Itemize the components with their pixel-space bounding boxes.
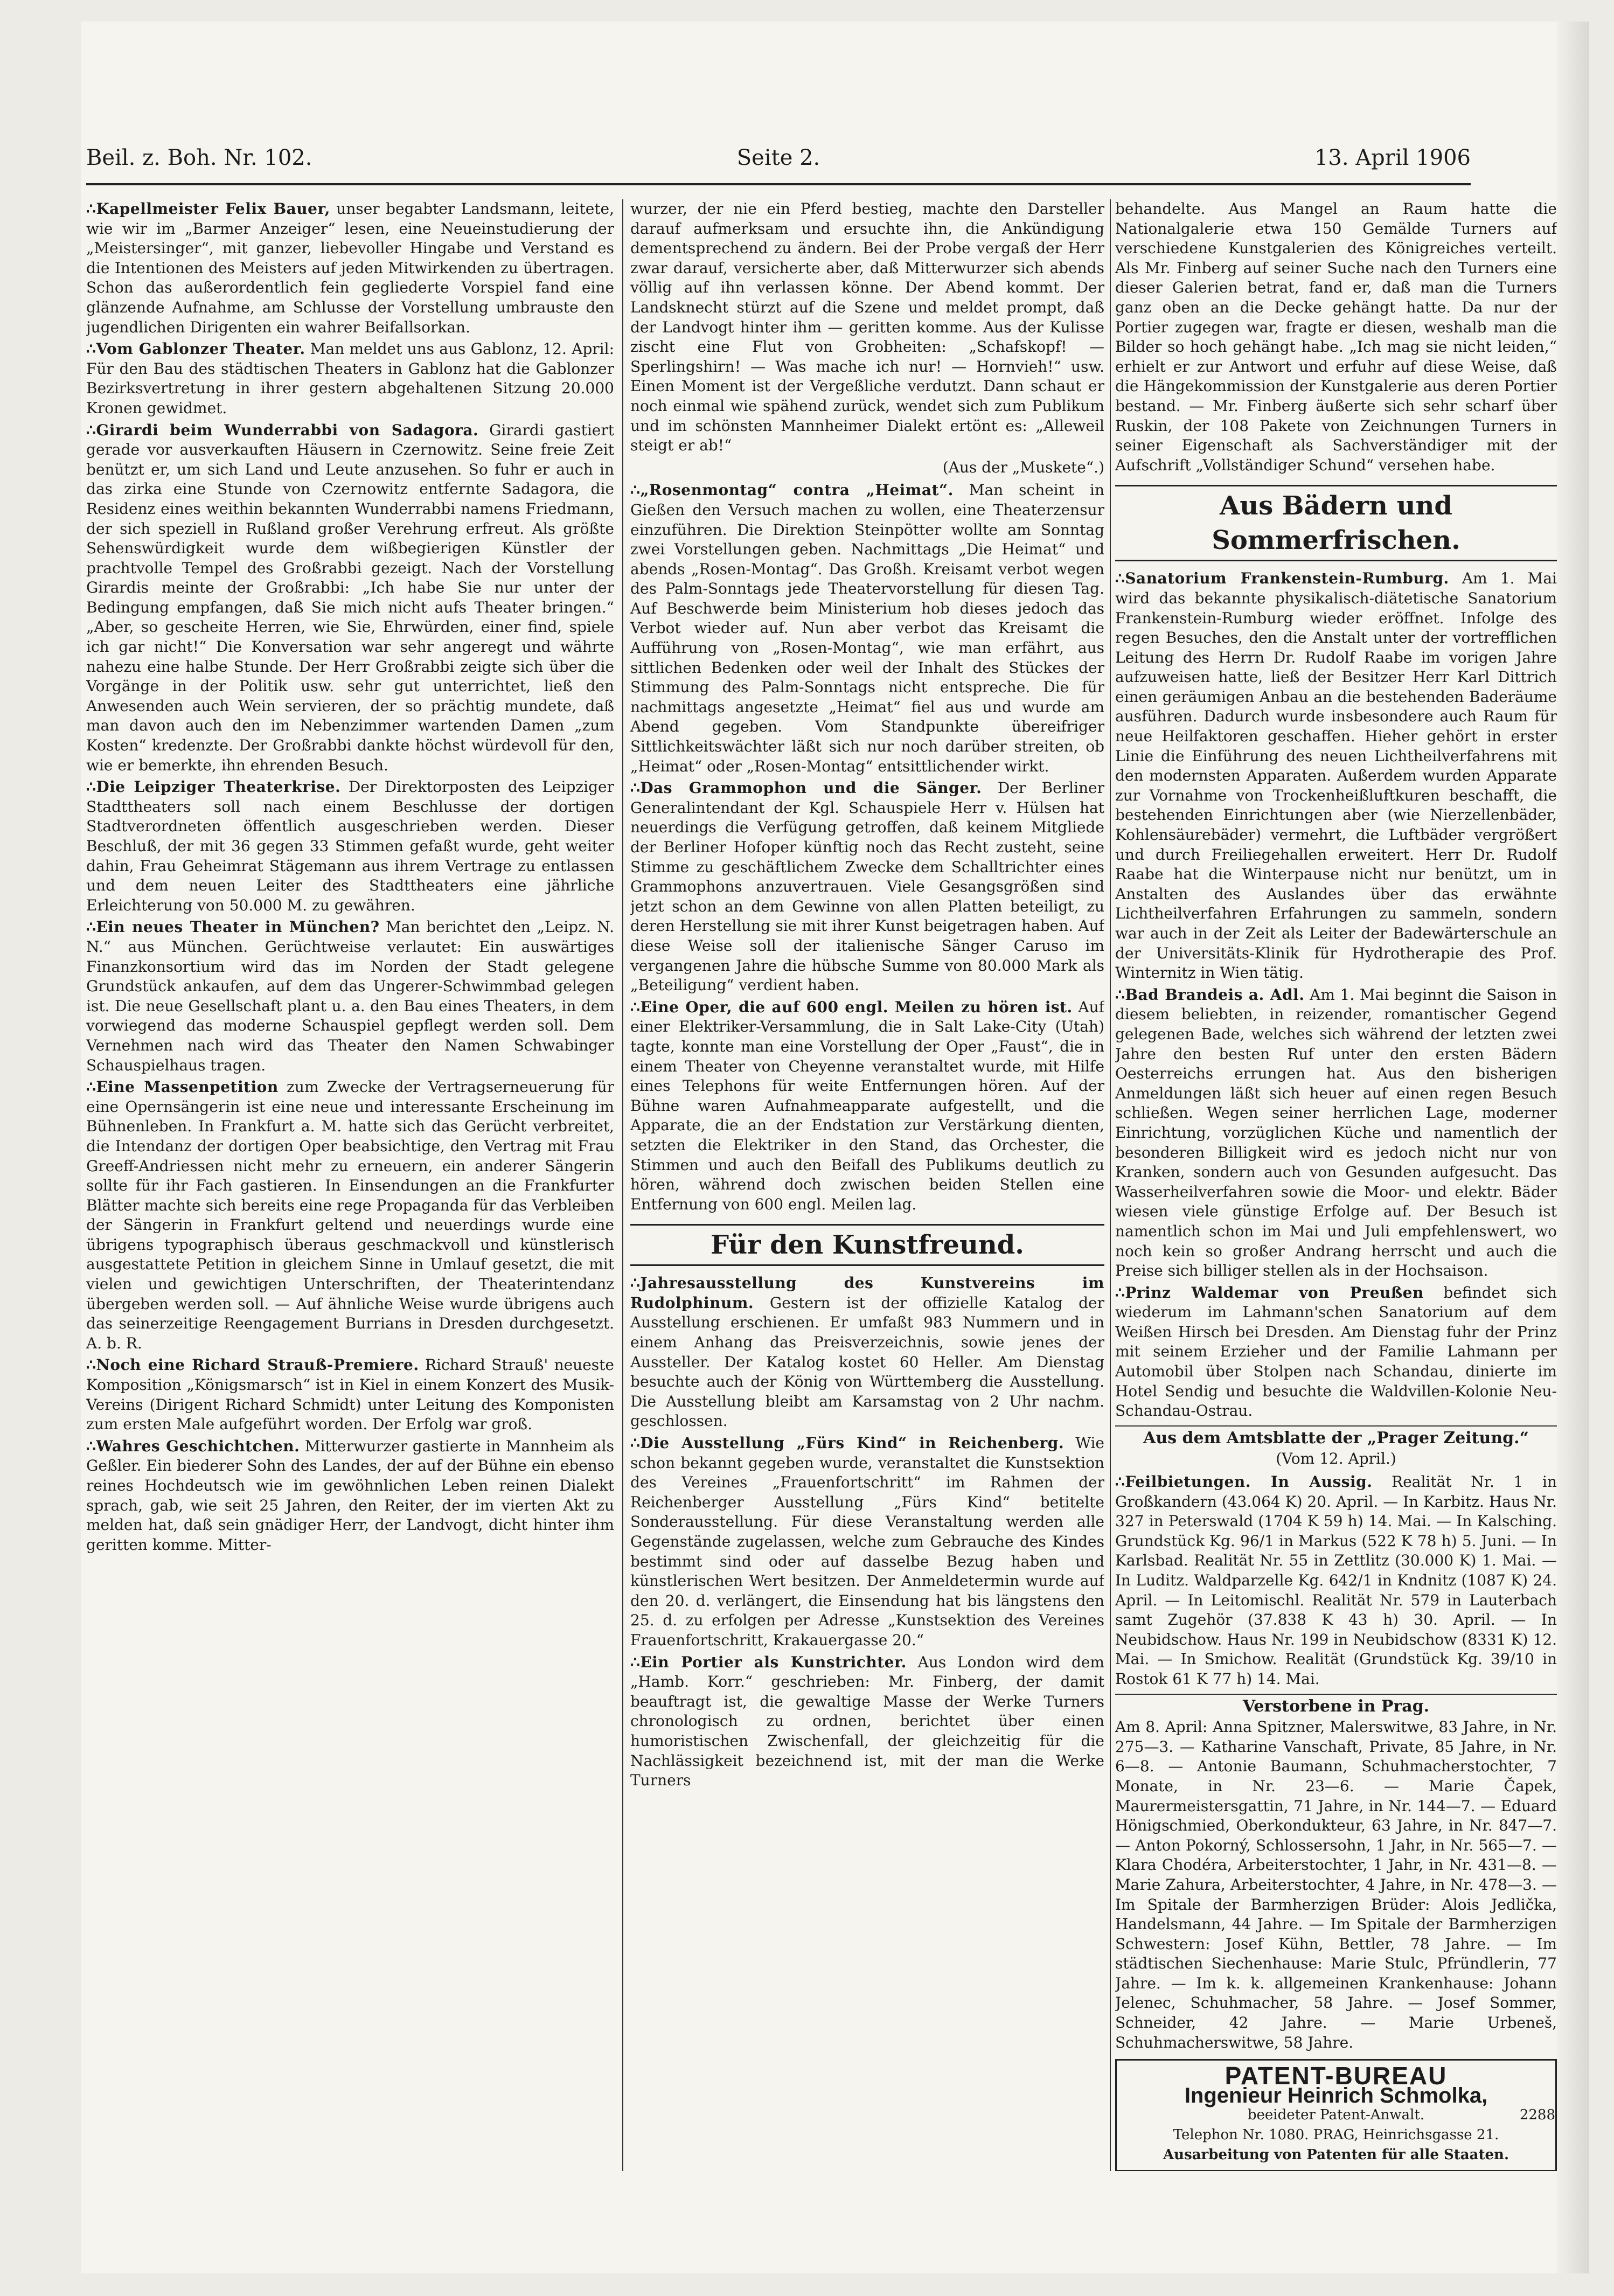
article-headline: ∴ Feilbietungen. In Aussig. <box>1115 1473 1372 1491</box>
article-text: behandelte. Aus Mangel an Raum hatte die Nationalgalerie etwa 150 Gemälde Turners auf verschiedene Kunstgalerien des Königreiches verteilt. Als Mr. Finberg auf seiner Suche nach den Turners eine dieser Galerien betrat, fand er, daß man die Turners ganz oben an die Decke gehängt hatte. Da nur der Portier zugegen war, fragte er diesen, weshalb man die Bilder so hoch gehängt habe. „Ich mag sie nicht leiden,“ erhielt er zur Antwort und erfuhr auf diese Weise, daß die Hängekommission der Kunstgalerie aus deren Portier bestand. — Mr. Finberg äußerte sich sehr scharf über Ruskin, der 108 Pakete von Zeichnungen Turners in seiner Eigenschaft als Sachverständiger mit der Aufschrift „Vollständiger Schund“ versehen habe. <box>1115 200 1557 474</box>
section-heading: Aus Bädern und Sommerfrischen. <box>1115 485 1557 561</box>
article <box>86 917 614 1075</box>
article-text: Gestern ist der offizielle Katalog der Ausstellung erschienen. Er umfaßt 983 Nummern und in einem Anhang das Preisverzeichnis, sowie jenes der Aussteller. Der Katalog kostet 60 Heller. Am Dienstag besuchte auch der König von Württemberg die Ausstellung. Die Ausstellung bleibt am Karsamstag von 2 Uhr nachm. geschlossen. <box>630 1293 1104 1430</box>
article <box>86 1077 614 1353</box>
header-rule <box>86 183 1471 185</box>
article-text: Girardi gastiert gerade vor ausverkauften Häusern in Czernowitz. Seine freie Zeit benützt er, um sich Land und Leute anzusehen. So fuhr er auch in das zirka eine Stunde von Czernowitz entfernte Sadagora, die Residenz eines weithin bekannten Wunderrabbi namens Friedmann, der sich speziell in Rußland großer Verehrung erfreut. Als größte Sehenswürdigkeit wurde dem wißbegierigen Künstler der prachtvolle Tempel des Großrabbi gezeigt. Nach der Vorstellung Girardis meinte der Großrabbi: „Ich habe Sie nur unter der Bedingung empfangen, daß Sie mich nicht aufs Theater bringen.“ „Aber, so gescheite Herren, wie Sie, Ehrwürden, einer find, spiele ich gar nicht!“ Die Konversation war sehr angeregt und währte nahezu eine halbe Stunde. Der Herr Großrabbi zeigte sich über die Vorgänge in der Politik usw. sehr gut unterrichtet, ließ den Anwesenden auch Wein servieren, der so prächtig mundete, daß man davon auch den im Nebenzimmer wartenden Damen „zum Kosten“ kredenzte. Der Großrabbi dankte höchst würdevoll für den, wie er bemerkte, ihn ehrenden Besuch. <box>86 421 614 774</box>
article-headline: ∴ Ein Portier als Kunstrichter. <box>630 1653 907 1671</box>
article-text: befindet sich wiederum im Lahmann'schen Sanatorium auf dem Weißen Hirsch bei Dresden. Am Dienstag fuhr der Prinz mit seinem Erzieher und der Familie Lahmann per Automobil über Stolpen nach Schandau, dinierte im Hotel Sendig und besuchte die Waldvillen-Kolonie Neu-Schandau-Ostrau. <box>1115 1283 1557 1420</box>
article-text: Man scheint in Gießen den Versuch machen zu wollen, eine Theaterzensur einzuführen. Die Direktion Steinpötter wollte am Sonntag zwei Vorstellungen geben. Nachmittags „Die Heimat“ und abends „Rosen-Montag“. Das Großh. Kreisamt verbot wegen des Palm-Sonntags jede Theatervorstellung für diesen Tag. Auf Beschwerde beim Ministerium hob dieses jedoch das Verbot wieder auf. Nun aber verbot das Kreisamt die Aufführung von „Rosen-Montag“, wie man erfährt, aus sittlichen Bedenken oder weil der Inhalt des Stückes der Stimmung des Palm-Sonntags nicht entspreche. Die für nachmittags angesetzte „Heimat“ fiel aus und wurde am Abend gegeben. Vom Standpunkte übereifriger Sittlichkeitswächter läßt sich nur noch darüber streiten, ob „Heimat“ oder „Rosen-Montag“ entsittlichender wirkt. <box>630 481 1104 775</box>
article-headline: ∴ Girardi beim Wunderrabbi von Sadagora. <box>86 421 478 439</box>
article <box>630 1653 1104 1791</box>
article <box>630 1274 1104 1431</box>
ad-number: 2288 <box>1519 2107 1555 2124</box>
column-1 <box>86 199 614 2171</box>
patent-bureau-advertisement <box>1115 2059 1557 2171</box>
article <box>630 199 1104 456</box>
article-text: wurzer, der nie ein Pferd bestieg, machte den Darsteller darauf aufmerksam und ersuchte ihn, die Ankündigung dementsprechend zu ändern. Bei der Probe vergaß der Herr zwar darauf, versicherte aber, daß Mitterwurzer sich abends völlig auf ihn verlassen könne. Der Abend kommt. Der Landsknecht stürzt auf die Szene und meldet prompt, daß der Landvogt hinter ihm — geritten komme. Aus der Kulisse zischt eine Flut von Grobheiten: „Schafskopf! — Sperlingshirn! — Was mache ich nur! — Hornvieh!“ usw. Einen Moment ist der Vergeßliche verdutzt. Dann schaut er noch einmal wie spähend zurück, wendet sich zum Publikum und im schönsten Mannheimer Dialekt ertönt es: „Alleweil steigt er ab!“ <box>630 200 1104 455</box>
article-text: Wie schon bekannt gegeben wurde, veranstaltet die Kunstsektion des Vereines „Frauenfortschritt“ im Rahmen der Reichenberger Ausstellung „Fürs Kind“ betitelte Sonderausstellung. Für diese Veranstaltung werden alle Gegenstände zugelassen, welche zum Gebrauche des Kindes bestimmt sind oder auf dasselbe Bezug haben und künstlerischen Wert besitzen. Der Anmeldetermin wurde auf den 20. d. verlängert, die Einsendung hat bis längstens den 25. d. zu erfolgen per Adresse „Kunstsektion des Vereines Frauenfortschritt, Krakauergasse 20.“ <box>630 1434 1104 1649</box>
article-headline: ∴ Kapellmeister Felix Bauer, <box>86 200 330 218</box>
article-headline: ∴ Bad Brandeis a. Adl. <box>1115 986 1304 1004</box>
article-headline: ∴ Eine Oper, die auf 600 engl. Meilen zu hören ist. <box>630 998 1073 1016</box>
section-heading: Für den Kunstfreund. <box>630 1224 1104 1266</box>
header-page-number: Seite 2. <box>736 145 820 170</box>
column-2 <box>630 199 1104 2171</box>
article <box>630 1434 1104 1651</box>
article-headline: ∴ Eine Massenpetition <box>86 1078 279 1096</box>
article-text: Realität Nr. 1 in Großkandern (43.064 K) 20. April. — In Karbitz. Haus Nr. 327 in Peterswald (1704 K 59 h) 14. Mai. — In Kalsching. Grundstück Kg. 96/1 in Markus (522 K 78 h) 5. Juni. — In Karlsbad. Realität Nr. 55 in Zettlitz (30.000 K) 1. Mai. — In Luditz. Waldparzelle Kg. 642/1 in Kndnitz (1087 K) 24. April. — In Leitomischl. Realität Nr. 579 in Lauterbach samt Zugehör (37.838 K 43 h) 30. April. — In Neubidschow. Haus Nr. 199 in Neubidschow (8331 K) 12. Mai. — In Smichow. Realität (Grundstück Kg. 39/10 in Rostok 61 K 77 h) 14. Mai. <box>1115 1473 1557 1688</box>
header-issue: Beil. z. Boh. Nr. 102. <box>86 145 312 170</box>
article-text: Richard Strauß' neueste Komposition „Königsmarsch“ ist in Kiel in einem Konzert des Musik-Vereins (Dirigent Richard Schmidt) unter Leitung des Komponisten zum ersten Male aufgeführt worden. Der Erfolg war groß. <box>86 1356 614 1434</box>
article-headline: ∴ Jahresausstellung des Kunstvereins im Rudolphinum. <box>630 1274 1104 1312</box>
article-text: Der Berliner Generalintendant der Kgl. Schauspiele Herr v. Hülsen hat neuerdings die Verfügung getroffen, daß keinem Mitgliede der Berliner Hofoper künftig noch das Recht zusteht, seine Stimme zu geschäftlichem Zwecke dem Schalltrichter eines Grammophons anzuvertrauen. Viele Gesangsgrößen sind jetzt schon an dem Gewinne von allen Platten beteiligt, zu deren Herstellung sie mit ihrer Kunst beigetragen haben. Auf diese Weise soll der italienische Sänger Caruso im vergangenen Jahre die hübsche Summe von 80.000 Mark als „Beteiligung“ verdient haben. <box>630 779 1104 994</box>
article <box>630 481 1104 776</box>
ad-engineer: Ingenieur Heinrich Schmolka, <box>1184 2083 1488 2107</box>
ad-title: PATENT-BUREAU <box>1225 2062 1448 2090</box>
article <box>86 1437 614 1555</box>
page-binding-edge <box>1557 22 1589 2273</box>
ad-subtitle: beeideter Patent-Anwalt. 2288 <box>1124 2105 1548 2125</box>
article-text: Man berichtet den „Leipz. N. N.“ aus München. Gerüchtweise verlautet: Ein auswärtiges Finanzkonsortium wird das im Norden der Stadt gelegene Grundstück ankaufen, auf dem das Ungerer-Schwimmbad gelegen ist. Die neue Gesellschaft plant u. a. den Bau eines Theaters, in dem vorwiegend das moderne Schauspiel gepflegt werden soll. Dem Vernehmen nach wird das Theater den Namen Schwabinger Schauspielhaus tragen. <box>86 918 614 1074</box>
article <box>86 1355 614 1434</box>
article-text: unser begabter Landsmann, leitete, wie wir im „Barmer Anzeiger“ lesen, eine Neueinstudierung der „Meistersinger“, mit ganzer, liebevoller Hingabe und Verstand es die Intentionen des Meisters auf jeden Mitwirkenden zu übertragen. Schon das außerordentlich fein gegliederte Vorspiel fand eine glänzende Aufnahme, am Schlusse der Vorstellung umbrauste den jugendlichen Dirigenten ein wahrer Beifallsorkan. <box>86 200 614 336</box>
article-headline: ∴ Das Grammophon und die Sänger. <box>630 779 982 797</box>
article <box>1115 1283 1557 1421</box>
article <box>86 421 614 776</box>
article-text: Aus London wird dem „Hamb. Korr.“ geschrieben: Mr. Finberg, der damit beauftragt ist, die gewaltige Masse der Werke Turners chronologisch zu ordnen, berichtet über einen humoristischen Zwischenfall, der gleichzeitig für die Nachlässigkeit bezeichnend ist, mit der man die Werke Turners <box>630 1653 1104 1790</box>
article-text: zum Zwecke der Vertragserneuerung für eine Opernsängerin ist eine neue und interessante Erscheinung im Bühnenleben. In Frankfurt a. M. hatte sich das Gerücht verbreitet, die Intendanz der dortigen Oper beabsichtige, den Vertrag mit Frau Greeff-Andriessen nicht mehr zu erneuern, ein anderer Sängerin sollte für ihr Fach gastieren. In Einsendungen an die Frankfurter Blätter machte sich bereits eine rege Propaganda für das Verbleiben der Sängerin in Frankfurt geltend und neuerdings wurde eine übrigens typographisch überaus geschmackvoll und künstlerisch ausgestattete Petition in gleichem Sinne in Umlauf gesetzt, die mit vielen und gewichtigen Unterschriften, der Theaterintendanz übergeben werden soll. — Auf ähnliche Weise wurde übrigens auch das seinerzeitige Reengagement Burrians in Dresden durchgesetzt. A. b. R. <box>86 1078 614 1352</box>
article <box>86 199 614 337</box>
article <box>86 777 614 915</box>
article-text: Am 8. April: Anna Spitzner, Malerswitwe, 83 Jahre, in Nr. 275—3. — Katharine Vanschaft, Private, 85 Jahre, in Nr. 6—8. — Antonie Baumann, Schuhmacherstochter, 7 Monate, in Nr. 23—6. — Marie Čapek, Maurermeistersgattin, 71 Jahre, in Nr. 144—7. — Eduard Hönigschmied, Oberkondukteur, 63 Jahre, in Nr. 847—7. — Anton Pokorný, Schlossersohn, 1 Jahr, in Nr. 565—7. — Klara Chodéra, Arbeiterstochter, 1 Jahr, in Nr. 431—8. — Marie Zahura, Arbeiterstochter, 4 Jahre, in Nr. 478—3. — Im Spitale der Barmherzigen Brüder: Alois Jedlička, Handelsmann, 44 Jahre. — Im Spitale der Barmherzigen Schwestern: Josef Kühn, Bettler, 78 Jahre. — Im städtischen Siechenhause: Marie Stulc, Pfründlerin, 77 Jahre. — Im k. k. allgemeinen Krankenhause: Johann Jelenec, Schuhmacher, 58 Jahre. — Josef Sommer, Schneider, 42 Jahre. — Marie Urbeneš, Schuhmacherswitwe, 58 Jahre. <box>1115 1718 1557 2051</box>
article-text: Der Direktorposten des Leipziger Stadttheaters soll nach einem Beschlusse der dortigen Stadtverordneten öffentlich ausgeschrieben werden. Dieser Beschluß, der mit 36 gegen 33 Stimmen gefaßt wurde, geht weiter dahin, Frau Geheimrat Stägemann aus ihrem Vertrage zu entlassen und dem neuen Leiter des Stadttheaters eine jährliche Erleichterung von 50.000 M. zu gewähren. <box>86 778 614 914</box>
article <box>1115 199 1557 475</box>
ad-address: Telephon Nr. 1080. PRAG, Heinrichsgasse 21. <box>1173 2127 1499 2144</box>
article-text: Man meldet uns aus Gablonz, 12. April: Für den Bau des städtischen Theaters in Gablonz hat die Gablonzer Bezirksvertretung in ihrer gestern abgehaltenen Sitzung 20.000 Kronen gewidmet. <box>86 340 614 417</box>
article <box>1115 569 1557 983</box>
subsection-heading: Aus dem Amtsblatte der „Prager Zeitung.“ <box>1115 1425 1557 1449</box>
column-3-body <box>1115 199 1557 2053</box>
article <box>1115 985 1557 1281</box>
subsection-heading: Verstorbene in Prag. <box>1115 1694 1557 1717</box>
column-divider <box>622 199 623 2171</box>
article-text: Am 1. Mai wird das bekannte physikalisch-diätetische Sanatorium Frankenstein-Rumburg wieder eröffnet. Infolge des regen Besuches, den die Anstalt unter der vortrefflichen Leitung des Herrn Dr. Rudolf Raabe im vorigen Jahre aufzuweisen hatte, ließ der Besitzer Herr Karl Dittrich einen geräumigen Anbau an die bestehenden Baderäume ausführen. Dadurch wurde insbesondere auch Raum für neue Heilfaktoren geschaffen. Hieher gehört in erster Linie die Einführung des neuen Lichtheilverfahrens mit den modernsten Apparaten. Außerdem wurden Apparate zur Vornahme von Trockenheißluftkuren beschafft, die bestehenden Einrichtungen aber (wie Nierzellenbäder, Kohlensäurebäder) vermehrt, die Luftbäder vergrößert und durch Freiliegehallen erweitert. Herr Dr. Rudolf Raabe hat die Winterpause nicht nur benützt, um in Anstalten des Auslandes über das erwähnte Lichtheilverfahren Erfahrungen zu sammeln, sondern war auch in der Zeit als Leiter der Badewärterschule an der Universitäts-Klinik für Hydrotherapie des Prof. Winternitz in Wien tätig. <box>1115 569 1557 982</box>
article-headline: ∴ Die Leipziger Theaterkrise. <box>86 778 340 796</box>
ad-slogan: Ausarbeitung von Patenten für alle Staaten. <box>1163 2146 1509 2163</box>
article-headline: ∴ Wahres Geschichtchen. <box>86 1437 300 1455</box>
source-note: (Vom 12. April.) <box>1276 1450 1396 1468</box>
header-date: 13. April 1906 <box>1314 145 1471 170</box>
article <box>630 778 1104 996</box>
source-note: (Aus der „Muskete“.) <box>942 458 1104 476</box>
article-headline: ∴ Ein neues Theater in München? <box>86 918 380 936</box>
article-text: Auf einer Elektriker-Versammlung, die in Salt Lake-City (Utah) tagte, konnte man eine Vorstellung der Oper „Faust“, die in einem Theater von Cheyenne veranstaltet wurde, mit Hilfe eines Telephons für weite Entfernungen hören. Auf der Bühne waren Aufnahmeapparate aufgestellt, und die Apparate, die an der Endstation zur Verstärkung dienten, setzten die Elektriker in den Stand, das Orchester, die Stimmen und auch den Beifall des Publikums deutlich zu hören, während doch zwischen beiden Stellen eine Entfernung von 600 engl. Meilen lag. <box>630 998 1104 1213</box>
article-headline: ∴ Noch eine Richard Strauß-Premiere. <box>86 1356 419 1374</box>
article-headline: ∴ Die Ausstellung „Fürs Kind“ in Reichenberg. <box>630 1434 1064 1452</box>
article-headline: ∴ „Rosenmontag“ contra „Heimat“. <box>630 481 954 499</box>
article <box>1115 1472 1557 1689</box>
article <box>86 339 614 418</box>
page-header <box>86 145 1471 183</box>
article-text: Mitterwurzer gastierte in Mannheim als Geßler. Ein biederer Sohn des Landes, der auf der Bühne ein ebenso reines Hochdeutsch wie im gewöhnlichen Leben reinen Dialekt sprach, gab, wie seit 25 Jahren, den Reiter, der im vierten Akt zu melden hat, daß sein gnädiger Herr, der Landvogt, dicht hinter ihm geritten komme. Mitter- <box>86 1437 614 1554</box>
article <box>1115 1717 1557 2053</box>
article <box>630 998 1104 1215</box>
column-3 <box>1115 199 1557 2171</box>
article-text: Am 1. Mai beginnt die Saison in diesem beliebten, in reizender, romantischer Gegend gelegenen Bade, welches sich während der letzten zwei Jahre den besten Ruf unter den ersten Bädern Oesterreichs errungen hat. Aus den bisherigen Anmeldungen läßt sich heuer auf einen regen Besuch schließen. Wegen seiner herrlichen Lage, moderner Einrichtung, vorzüglichen Küche und namentlich der besonderen Billigkeit wird es jedoch nicht nur von Kranken, sondern auch von Gesunden aufgesucht. Das Wasserheilverfahren sowie die Moor- und elektr. Bäder wiesen viele günstige Erfolge auf. Der Besuch ist namentlich schon im Mai und Juli empfehlenswert, wo noch kein so großer Andrang herrscht und auch die Preise sich billiger stellen als in der Hochsaison. <box>1115 985 1557 1280</box>
article-headline: ∴ Prinz Waldemar von Preußen <box>1115 1284 1424 1302</box>
article-headline: ∴ Vom Gablonzer Theater. <box>86 340 305 358</box>
article-headline: ∴ Sanatorium Frankenstein-Rumburg. <box>1115 569 1449 587</box>
column-divider <box>1110 199 1111 2171</box>
